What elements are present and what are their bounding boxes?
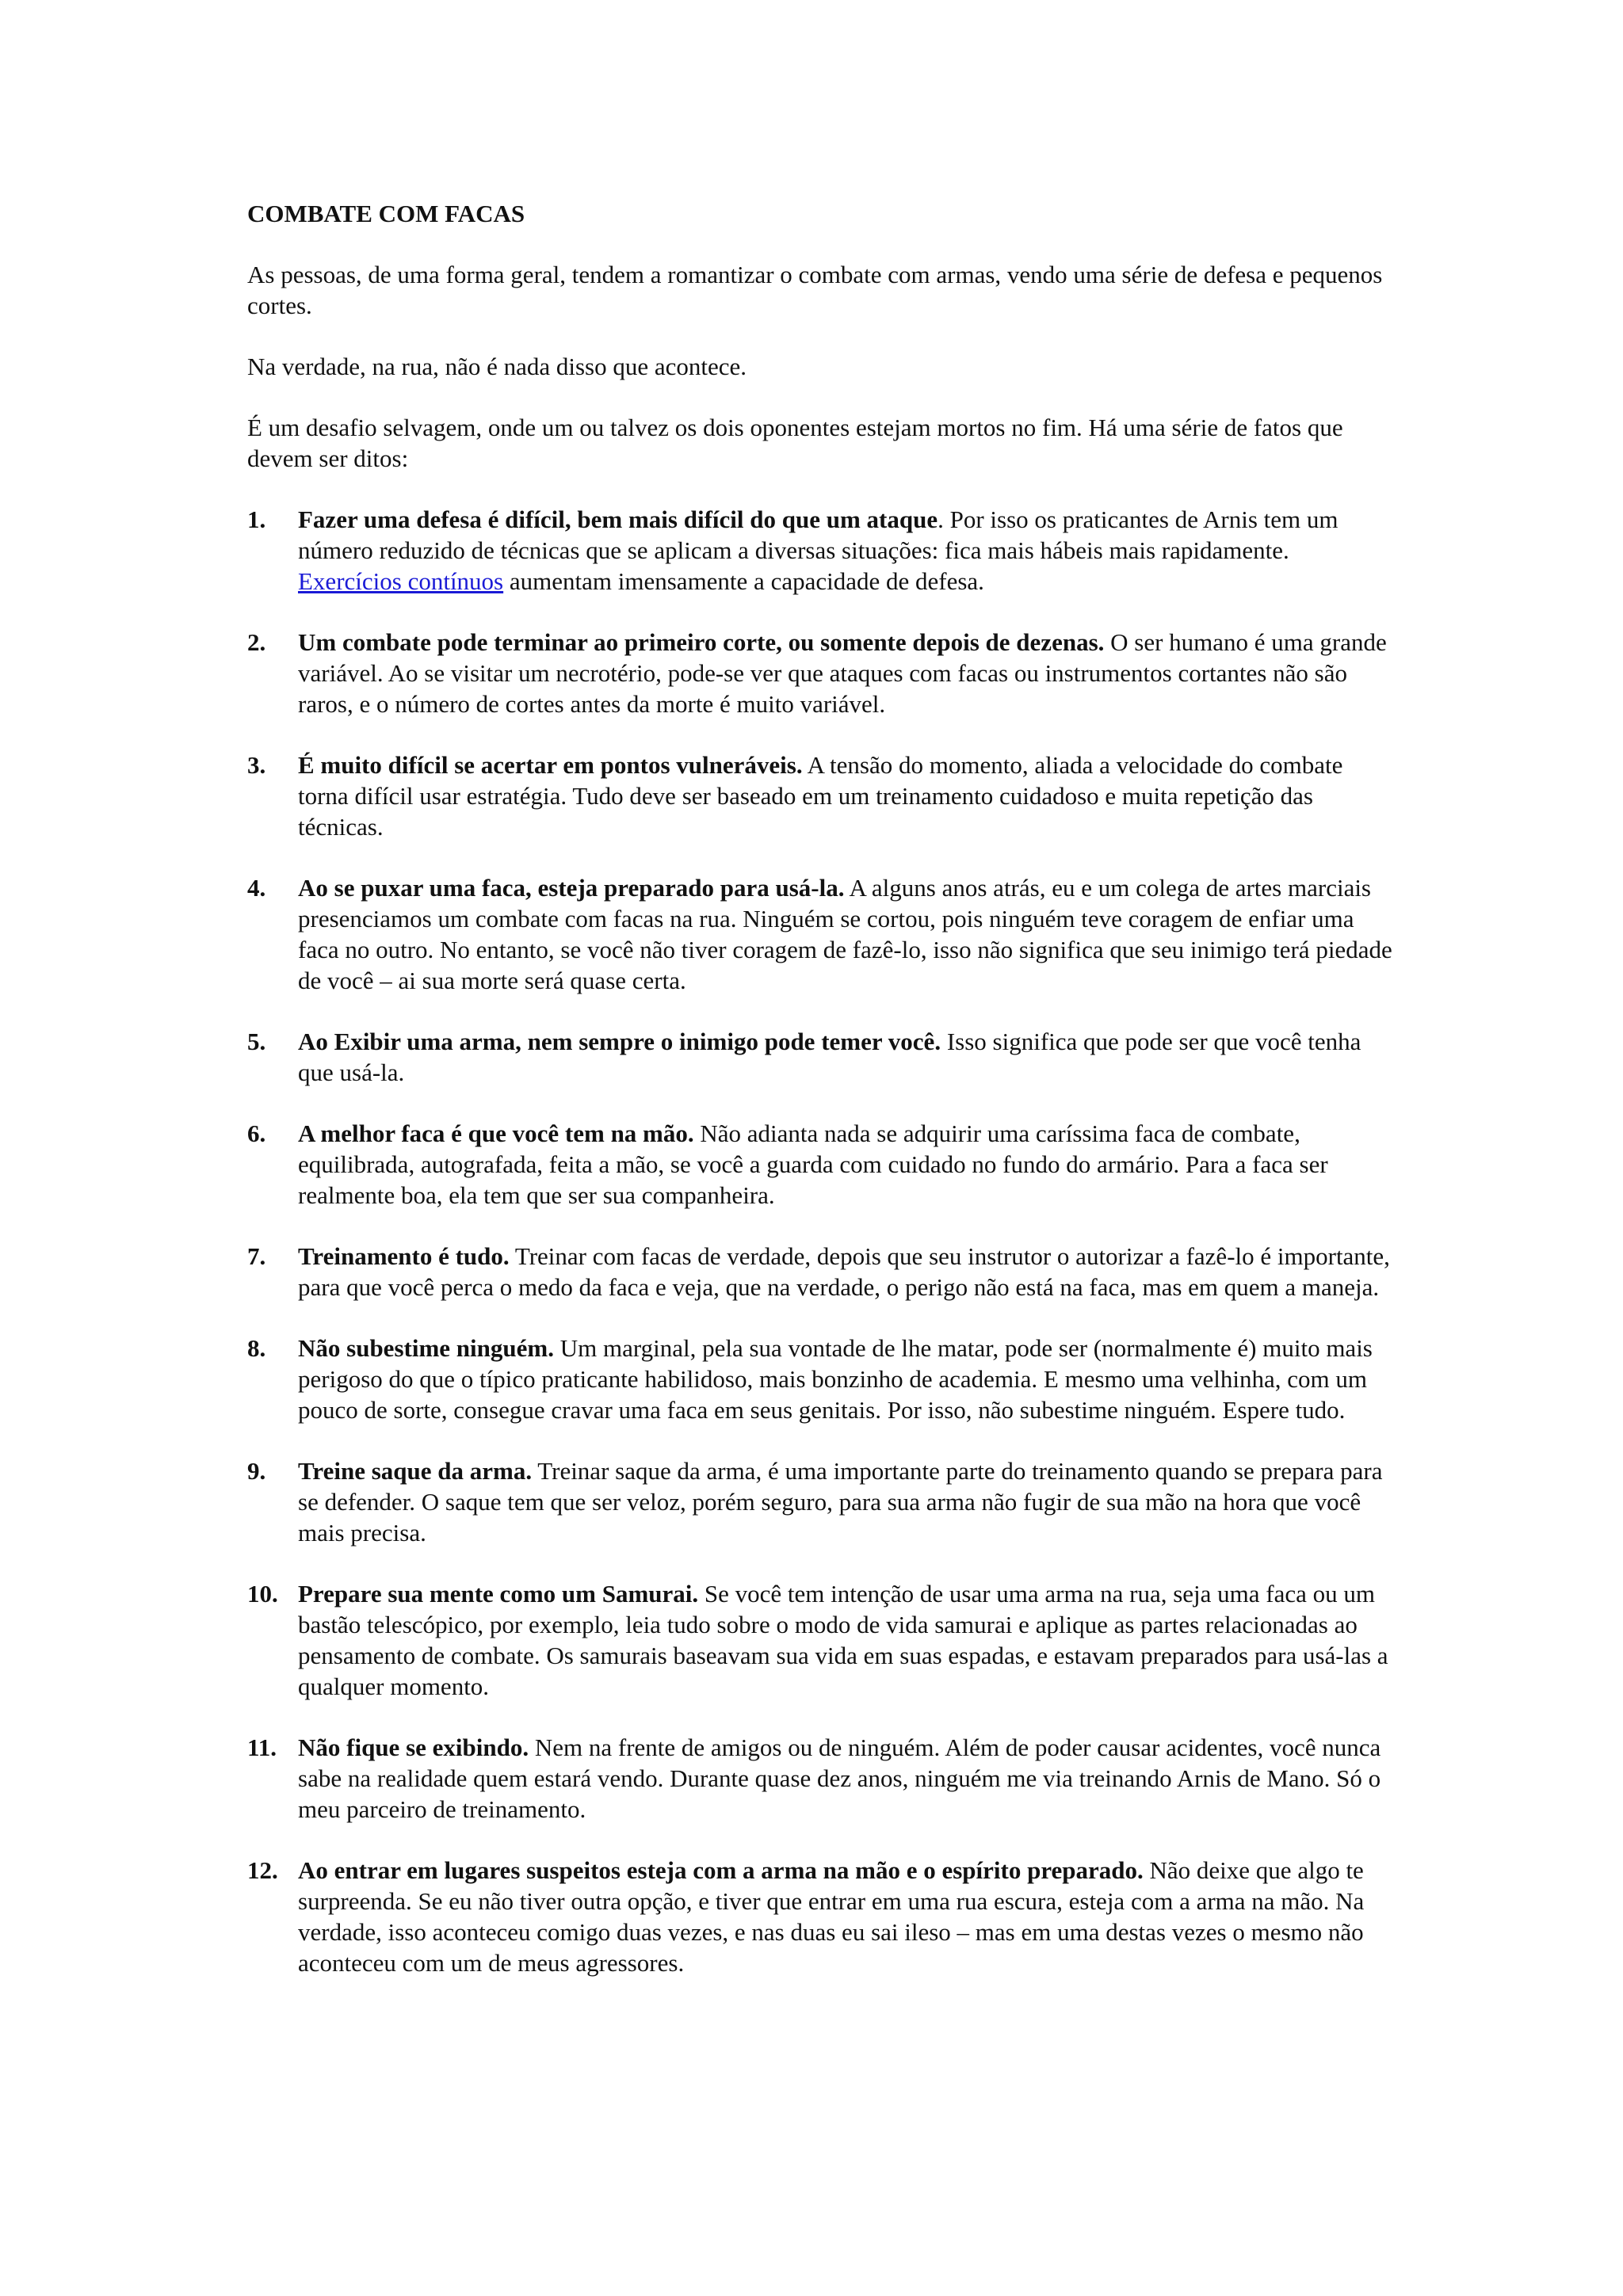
item-lead: Prepare sua mente como um Samurai. [298, 1580, 699, 1608]
list-item [247, 1118, 1396, 1211]
item-number: 12. [247, 1856, 278, 1884]
item-lead: Treinamento é tudo. [298, 1242, 510, 1270]
item-lead: É muito difícil se acertar em pontos vulneráveis. [298, 751, 803, 779]
list-item [247, 872, 1396, 996]
list-item [247, 1333, 1396, 1425]
facts-list [247, 504, 1396, 1978]
item-text: A alguns anos atrás, eu e um colega de artes marciais presenciamos um combate com facas na rua. Ninguém se cortou, pois ninguém teve coragem de enfiar uma faca no outro. No entanto, se você não tiver coragem de fazê-lo, isso não significa que seu inimigo terá piedade de você – ai sua morte será quase certa. [298, 874, 1392, 994]
item-text: Treinar saque da arma, é uma importante parte do treinamento quando se prepara para se defender. O saque tem que ser veloz, porém seguro, para sua arma não fugir de sua mão na hora que você mais precisa. [298, 1457, 1383, 1547]
item-lead: Treine saque da arma. [298, 1457, 533, 1485]
intro-paragraph-1: As pessoas, de uma forma geral, tendem a romantizar o combate com armas, vendo uma série de defesa e pequenos cortes. [247, 261, 1383, 319]
exercicios-continuos-link[interactable]: Exercícios contínuos [298, 567, 504, 595]
item-text: Nem na frente de amigos ou de ninguém. Além de poder causar acidentes, você nunca sabe na realidade quem estará vendo. Durante quase dez anos, ninguém me via treinando Arnis de Mano. Só o meu parceiro de treinamento. [298, 1733, 1381, 1823]
document-title: COMBATE COM FACAS [247, 200, 525, 227]
item-number: 8. [247, 1334, 266, 1362]
list-item [247, 1241, 1396, 1302]
item-text: . Por isso os praticantes de Arnis tem um número reduzido de técnicas que se aplicam a diversas situações: fica mais hábeis mais rapidamente. [298, 505, 1338, 564]
item-text-after-link: aumentam imensamente a capacidade de defesa. [503, 567, 984, 595]
item-number: 9. [247, 1457, 266, 1485]
item-number: 3. [247, 751, 266, 779]
list-item [247, 1455, 1396, 1548]
item-text: Não adianta nada se adquirir uma caríssima faca de combate, equilibrada, autografada, feita a mão, se você a guarda com cuidado no fundo do armário. Para a faca ser realmente boa, ela tem que ser sua companheira. [298, 1119, 1328, 1209]
item-lead: Ao se puxar uma faca, esteja preparado para usá-la. [298, 874, 845, 902]
item-text: Não deixe que algo te surpreenda. Se eu não tiver outra opção, e tiver que entrar em uma rua escura, esteja com a arma na mão. Na verdade, isso aconteceu comigo duas vezes, e nas duas eu sai ileso – mas em uma destas vezes o mesmo não aconteceu com um de meus agressores. [298, 1856, 1365, 1977]
list-item [247, 1026, 1396, 1088]
item-number: 5. [247, 1028, 266, 1055]
item-lead: Não subestime ninguém. [298, 1334, 554, 1362]
item-number: 4. [247, 874, 266, 902]
item-text: O ser humano é uma grande variável. Ao se visitar um necrotério, pode-se ver que ataques com facas ou instrumentos cortantes não são raros, e o número de cortes antes da morte é muito variável. [298, 628, 1387, 718]
item-number: 2. [247, 628, 266, 656]
item-text: A tensão do momento, aliada a velocidade do combate torna difícil usar estratégia. Tudo deve ser baseado em um treinamento cuidadoso e muita repetição das técnicas. [298, 751, 1343, 841]
item-lead: Não fique se exibindo. [298, 1733, 529, 1761]
item-number: 1. [247, 505, 266, 533]
list-item [247, 504, 1396, 597]
list-item [247, 1855, 1396, 1978]
item-number: 11. [247, 1733, 277, 1761]
item-lead: Ao Exibir uma arma, nem sempre o inimigo pode temer você. [298, 1028, 941, 1055]
list-item [247, 627, 1396, 719]
item-number: 10. [247, 1580, 278, 1608]
item-text: Se você tem intenção de usar uma arma na rua, seja uma faca ou um bastão telescópico, por exemplo, leia tudo sobre o modo de vida samurai e aplique as partes relacionadas ao pensamento de combate. Os samurais baseavam sua vida em suas espadas, e estavam preparados para usá-las a qualquer momento. [298, 1580, 1388, 1700]
item-lead: Fazer uma defesa é difícil, bem mais difícil do que um ataque [298, 505, 938, 533]
intro-paragraph-2: Na verdade, na rua, não é nada disso que acontece. [247, 353, 747, 380]
list-item [247, 1578, 1396, 1702]
item-number: 7. [247, 1242, 266, 1270]
list-item [247, 1732, 1396, 1825]
item-lead: Ao entrar em lugares suspeitos esteja com a arma na mão e o espírito preparado. [298, 1856, 1144, 1884]
list-item [247, 749, 1396, 842]
item-lead: Um combate pode terminar ao primeiro corte, ou somente depois de dezenas. [298, 628, 1105, 656]
intro-paragraph-3: É um desafio selvagem, onde um ou talvez os dois oponentes estejam mortos no fim. Há uma série de fatos que devem ser ditos: [247, 414, 1343, 472]
item-number: 6. [247, 1119, 266, 1147]
item-text: Um marginal, pela sua vontade de lhe matar, pode ser (normalmente é) muito mais perigoso do que o típico praticante habilidoso, mais bonzinho de academia. E mesmo uma velhinha, com um pouco de sorte, consegue cravar uma faca em seus genitais. Por isso, não subestime ninguém. Espere tudo. [298, 1334, 1373, 1424]
item-text: Isso significa que pode ser que você tenha que usá-la. [298, 1028, 1361, 1086]
item-text: Treinar com facas de verdade, depois que seu instrutor o autorizar a fazê-lo é importante, para que você perca o medo da faca e veja, que na verdade, o perigo não está na faca, mas em quem a maneja. [298, 1242, 1390, 1301]
item-lead: A melhor faca é que você tem na mão. [298, 1119, 694, 1147]
document-page [247, 198, 1396, 2008]
